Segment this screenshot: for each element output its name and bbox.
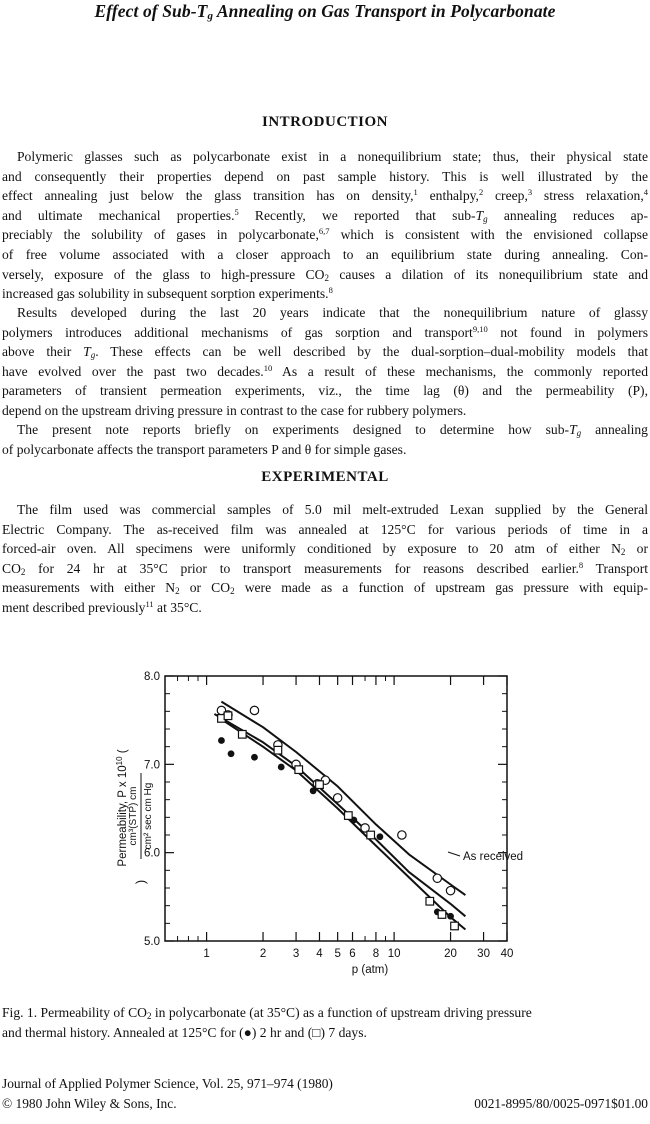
- x-tick-label: 4: [316, 948, 323, 960]
- data-point-annealed-7days: [367, 831, 375, 839]
- paper-title: Effect of Sub-$T_g$ Annealing on Gas Transport in Polycarbonate: [94, 1, 556, 22]
- x-tick-label: 8: [372, 948, 380, 960]
- journal-citation: Journal of Applied Polymer Science, Vol. 25, 971–974 (1980): [2, 1076, 333, 1091]
- introduction-paragraph-1: Polymeric glasses such as polycarbonate exist in a nonequilibrium state; thus, their physical state and consequently their properties depend on past sample history. This is well illustrated by the effect annealing just below the glass transition has on density,$^1$ enthalpy,$^2$ creep,$^3$ stress relaxation,$^4$ and ultimate mechanical properties.$^5$ Recently, we reported that sub-$T_g$ annealing reduces ap- preciably the solubility of gases in polycarbonate,$^{6,7}$ which is consistent with the envisioned collapse of free volume associated with a closer approach to an equilibrium state during annealing. Con- versely, exposure of the glass to high-pressure $CO_2$ causes a dilation of its nonequilibrium state and increased gas solubility in subsequent sorption experiments.$^8$: [2, 149, 649, 302]
- copyright-line: © 1980 John Wiley & Sons, Inc.: [2, 1096, 177, 1111]
- x-tick-label: 5: [334, 948, 341, 960]
- data-point-annealed-2hr: [377, 833, 384, 840]
- annotation-as-received: As received: [463, 851, 524, 863]
- experimental-paragraph-1: The film used was commercial samples of 5.0 mil melt-extruded Lexan supplied by the General Electric Company. The as-received film was annealed at 125°C for various periods of time in a forced-air oven. All specimens were uniformly conditioned by exposure to 20 atm of either $N_2$ or $CO_2$ for 24 hr at 35°C prior to transport measurements for reasons described earlier.$^8$ Transport measurements with either $N_2$ or $CO_2$ were made as a function of upstream gas pressure with equip- ment described previously$^{11}$ at 35°C.: [2, 502, 648, 615]
- data-point-annealed-7days: [451, 922, 459, 930]
- x-tick-label: 2: [259, 948, 267, 960]
- data-point-annealed-7days: [295, 766, 303, 774]
- y-tick-label: 7.0: [144, 759, 160, 772]
- x-tick-label: 3: [292, 948, 300, 960]
- data-point-annealed-2hr: [251, 754, 258, 761]
- data-point-annealed-2hr: [278, 764, 285, 771]
- data-point-annealed-7days: [238, 731, 246, 739]
- data-point-as-received: [333, 794, 341, 802]
- introduction-heading: INTRODUCTION: [261, 114, 388, 130]
- data-point-annealed-2hr: [447, 913, 454, 920]
- data-point-annealed-2hr: [218, 737, 225, 744]
- data-point-as-received: [446, 886, 454, 894]
- introduction-paragraph-3: The present note reports briefly on experiments designed to determine how sub-$T_g$ annealing of polycarbonate affects the transport parameters P and θ for simple gases.: [2, 422, 648, 457]
- data-point-annealed-7days: [438, 911, 446, 919]
- x-axis-title: p (atm): [351, 964, 389, 976]
- data-point-annealed-7days: [345, 812, 353, 820]
- x-tick-label: 6: [349, 948, 356, 960]
- data-point-annealed-7days: [316, 781, 324, 789]
- x-tick-label: 20: [444, 948, 457, 960]
- fit-curve: [214, 714, 465, 916]
- y-tick-label: 5.0: [144, 936, 160, 948]
- x-tick-label: 1: [203, 948, 210, 960]
- y-axis-fraction-denominator: cm² sec cm Hg: [143, 782, 154, 850]
- article-code: 0021-8995/80/0025-0971$01.00: [474, 1096, 648, 1111]
- data-point-annealed-2hr: [228, 750, 235, 757]
- fit-curve: [221, 702, 465, 896]
- y-tick-label: 8.0: [144, 671, 160, 683]
- annotation-leader: [448, 852, 460, 856]
- open-square-icon: □: [312, 1024, 321, 1040]
- data-point-as-received: [398, 831, 406, 839]
- data-point-as-received: [250, 706, 258, 714]
- y-axis-title-close-paren: ): [133, 879, 148, 885]
- x-tick-label: 30: [477, 948, 490, 960]
- x-tick-label: 40: [500, 948, 514, 960]
- figure-1-caption: Fig. 1. Permeability of $CO_2$ in polycarbonate (at 35°C) as a function of upstream driving pressure and thermal history. Annealed at 125°C for (●) 2 hr and (□) 7 days.: [2, 1005, 532, 1040]
- y-axis-fraction-numerator: cm³(STP) cm: [128, 786, 139, 846]
- introduction-paragraph-2: Results developed during the last 20 years indicate that the nonequilibrium nature of glassy polymers introduces additional mechanisms of gas sorption and transport$^{9,10}$ not found in polymers above their $T_g$. These effects can be well described by the dual-sorption–dual-mobility models that have evolved over the past two decades.$^{10}$ As a result of these mechanisms, the commonly reported parameters of transient permeation experiments, viz., the time lag (θ) and the permeability (P), depend on the upstream driving pressure in contrast to the case for rubbery polymers.: [2, 305, 649, 418]
- x-tick-label: 10: [387, 948, 401, 960]
- data-point-annealed-7days: [274, 746, 282, 754]
- data-point-annealed-7days: [426, 897, 434, 905]
- filled-circle-icon: ●: [243, 1024, 252, 1040]
- data-point-as-received: [433, 874, 441, 882]
- y-tick-label: 6.0: [144, 847, 160, 860]
- figure-1-chart: [0, 660, 650, 990]
- y-axis-title: Permeability, P x $10^{10}$ (: [115, 749, 129, 867]
- experimental-heading: EXPERIMENTAL: [261, 469, 389, 485]
- data-point-annealed-7days: [224, 712, 232, 720]
